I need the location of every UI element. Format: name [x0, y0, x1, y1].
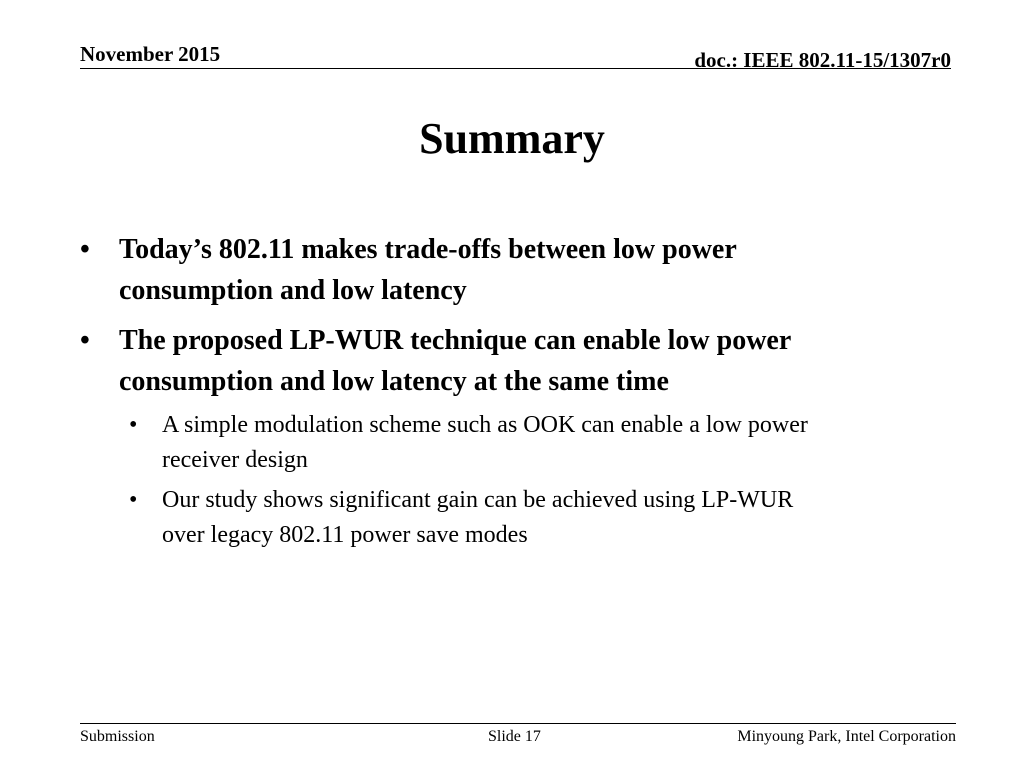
sub-bullet-2-line-1: Our study shows significant gain can be achieved using LP-WUR [162, 487, 794, 513]
sub-bullet-1-line-2: receiver design [162, 447, 308, 473]
sub-bullet-1-line-1: A simple modulation scheme such as OOK can enable a low power [162, 412, 808, 438]
footer-author: Minyoung Park, Intel Corporation [737, 728, 956, 745]
header-doc-id: doc.: IEEE 802.11-15/1307r0 [694, 48, 951, 72]
bullet-1-line-2: consumption and low latency [119, 275, 467, 306]
sub-bullet-2-line-2: over legacy 802.11 power save modes [162, 522, 528, 548]
bullet-1-marker: • [80, 234, 90, 265]
bullet-2-marker: • [80, 325, 90, 356]
sub-bullet-2-marker: • [129, 487, 138, 513]
footer-submission: Submission [80, 728, 155, 745]
footer-divider [80, 723, 956, 724]
bullet-2-line-1: The proposed LP-WUR technique can enable low power [119, 325, 792, 356]
header-date: November 2015 [80, 42, 221, 66]
sub-bullet-1-marker: • [129, 412, 138, 438]
bullet-1-line-1: Today’s 802.11 makes trade-offs between low power [119, 234, 737, 265]
footer-slide-number: Slide 17 [488, 728, 541, 745]
slide-title: Summary [419, 114, 605, 163]
bullet-2-line-2: consumption and low latency at the same time [119, 366, 669, 397]
